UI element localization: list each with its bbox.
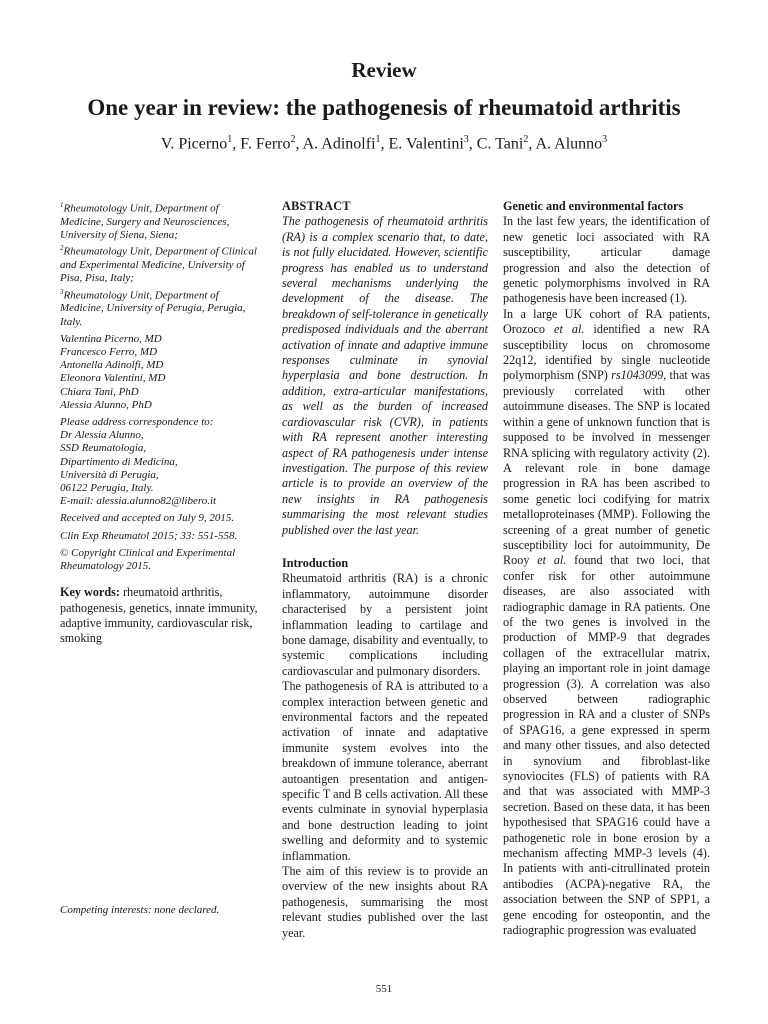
author-entry: Alessia Alunno, PhD: [60, 398, 152, 411]
author-entry: Francesco Ferro, MD: [60, 346, 158, 358]
author: A. Adinolfi: [302, 135, 376, 153]
author-list: [60, 333, 260, 412]
keywords: Key words: rheumatoid arthritis, pathogenesis, genetics, innate immunity, adaptive immunity, cardiovascular risk, smoking: [60, 585, 258, 646]
email-link[interactable]: E-mail: alessia.alunno82@libero.it: [60, 495, 217, 508]
paragraph: The aim of this review is to provide an overview of the new insights about RA pathogenesis, summarising the most relevant studies published over the last year.: [282, 864, 488, 940]
abstract-heading: ABSTRACT: [282, 199, 351, 213]
correspondence: Please address correspondence to: Dr Alessia Alunno, SSD Reumatologia, Dipartimento di Medicina, Università di Perugia, 06122 Perugia, Italy. E-mail: alessia.alunno82@libero.it: [60, 416, 260, 508]
genetics-heading: Genetic and environmental factors: [503, 199, 684, 213]
paragraph: In the last few years, the identification of new genetic loci associated with RA susceptibility, articular damage progression and also the detection of genetic polymorphisms involved in RA pathogenesis have been increased (1).: [503, 214, 710, 306]
affiliation: $^1$Rheumatology Unit, Department of Medicine, Surgery and Neurosciences, University of Siena, Siena;: [60, 201, 230, 242]
sidebar-column: [60, 199, 260, 647]
author: A. Alunno: [535, 135, 603, 153]
paragraph: The pathogenesis of RA is attributed to a complex interaction between genetic and environmental factors and the repeated activation of innate and adaptative immunite system evolves into the breakdown of immune tolerance, aberrant autoantigen presentation and antigen-specific T and B cells activation. All these events culminate in synovial hyperplasia and bone destruction leading to joint swelling and deformity and to systemic inflammation.: [282, 679, 488, 863]
received-date: Received and accepted on July 9, 2015.: [60, 512, 235, 525]
author-entry: Eleonora Valentini, MD: [60, 372, 166, 385]
affiliation: $^3$Rheumatology Unit, Department of Medicine, University of Perugia, Perugia, Italy.: [60, 287, 246, 328]
paragraph: Rheumatoid arthritis (RA) is a chronic inflammatory, autoimmune disorder characterised by a persistent joint inflammation leading to cartilage and bone damage, disability and eventually, to systemic complications including cardiovascular and pulmonary disorders.: [282, 571, 488, 678]
abstract-column: [282, 199, 488, 941]
abstract-text: The pathogenesis of rheumatoid arthritis (RA) is a complex scenario that, to date, is not fully elucidated. However, scientific progress has enabled us to understand several mechanisms underlying the development of the disease. The breakdown of self-tolerance in genetically predisposed individuals and the aberrant activation of innate and adaptive immune responses culminate in synovial hyperplasia and bone destruction. In addition, extra-articular manifestations, as well as the burden of increased cardiovascular risk (CVR), in patients with RA represent another interesting aspect of RA pathogenesis under intense investigation. The purpose of this review article is to provide an overview of the new insights in RA pathogenesis summarising the most relevant studies published over the last year.: [282, 214, 488, 537]
author-line: V. Picerno$^1$, F. Ferro$^2$, A. Adinolfi$^1$, E. Valentini$^3$, C. Tani$^2$, A. Alunno$^3$: [160, 134, 608, 153]
affiliation: $^2$Rheumatology Unit, Department of Clinical and Experimental Medicine, University of Pisa, Pisa, Italy;: [60, 244, 257, 285]
author: C. Tani: [476, 135, 524, 153]
competing-interests: Competing interests: none declared.: [60, 904, 220, 916]
author: F. Ferro: [240, 135, 291, 153]
introduction-heading: Introduction: [282, 555, 349, 570]
copyright: © Copyright Clinical and Experimental Rheumatology 2015.: [60, 546, 236, 573]
author-entry: Antonella Adinolfi, MD: [60, 359, 164, 372]
author: V. Picerno: [160, 135, 228, 153]
author-entry: Chiara Tani, PhD: [60, 385, 139, 398]
page-number: 551: [375, 983, 393, 995]
author: E. Valentini: [388, 135, 464, 153]
article-title: One year in review: the pathogenesis of rheumatoid arthritis: [87, 95, 681, 120]
genetics-column: [503, 199, 710, 939]
author-entry: Valentina Picerno, MD: [60, 332, 162, 345]
citation: Clin Exp Rheumatol 2015; 33: 551-558.: [60, 529, 238, 542]
paragraph: In a large UK cohort of RA patients, Orozoco et al. identified a new RA susceptibility locus on chromosome 22q12, identified by single nucleotide polymorphism (SNP) rs1043099, that was previously correlated with other autoimmune diseases. The SNP is located within a gene of unknown function that is supposed to be involved in messenger RNA splicing with regulatory activity (2). A relevant role in bone damage progression in RA has been ascribed to some genetic loci codifying for matrix metalloproteinases (MMP). Following the screening of a great number of genetic susceptibility loci for autoimmunity, De Rooy et al. found that two loci, that confer risk for other autoimmune diseases, are also associated with radiographic damage in RA patients. One of the two genes is involved in the production of MMP-9 that degrades collagen of the extracellular matrix, playing an important role in joint damage progression (3). A correlation was also observed between radiographic progression in RA and a cluster of SNPs of SPAG16, a gene expressed in sperm and many other tissues, and also detected in synovium and fibroblast-like synoviocites (FLS) of patients with RA and that was associated with MMP-3 secretion. Based on these data, it has been hypothesised that SPAG16 could have a pathogenetic role in bone erosion by a mechanism affecting MMP-3 levels (4). In patients with anti-citrullinated protein antibodies (ACPA)-negative RA, the association between the SNP of SPP1, a gene encoding for osteopontin, and the radiographic progression was evaluated: [503, 306, 711, 938]
section-label: Review: [351, 58, 417, 82]
